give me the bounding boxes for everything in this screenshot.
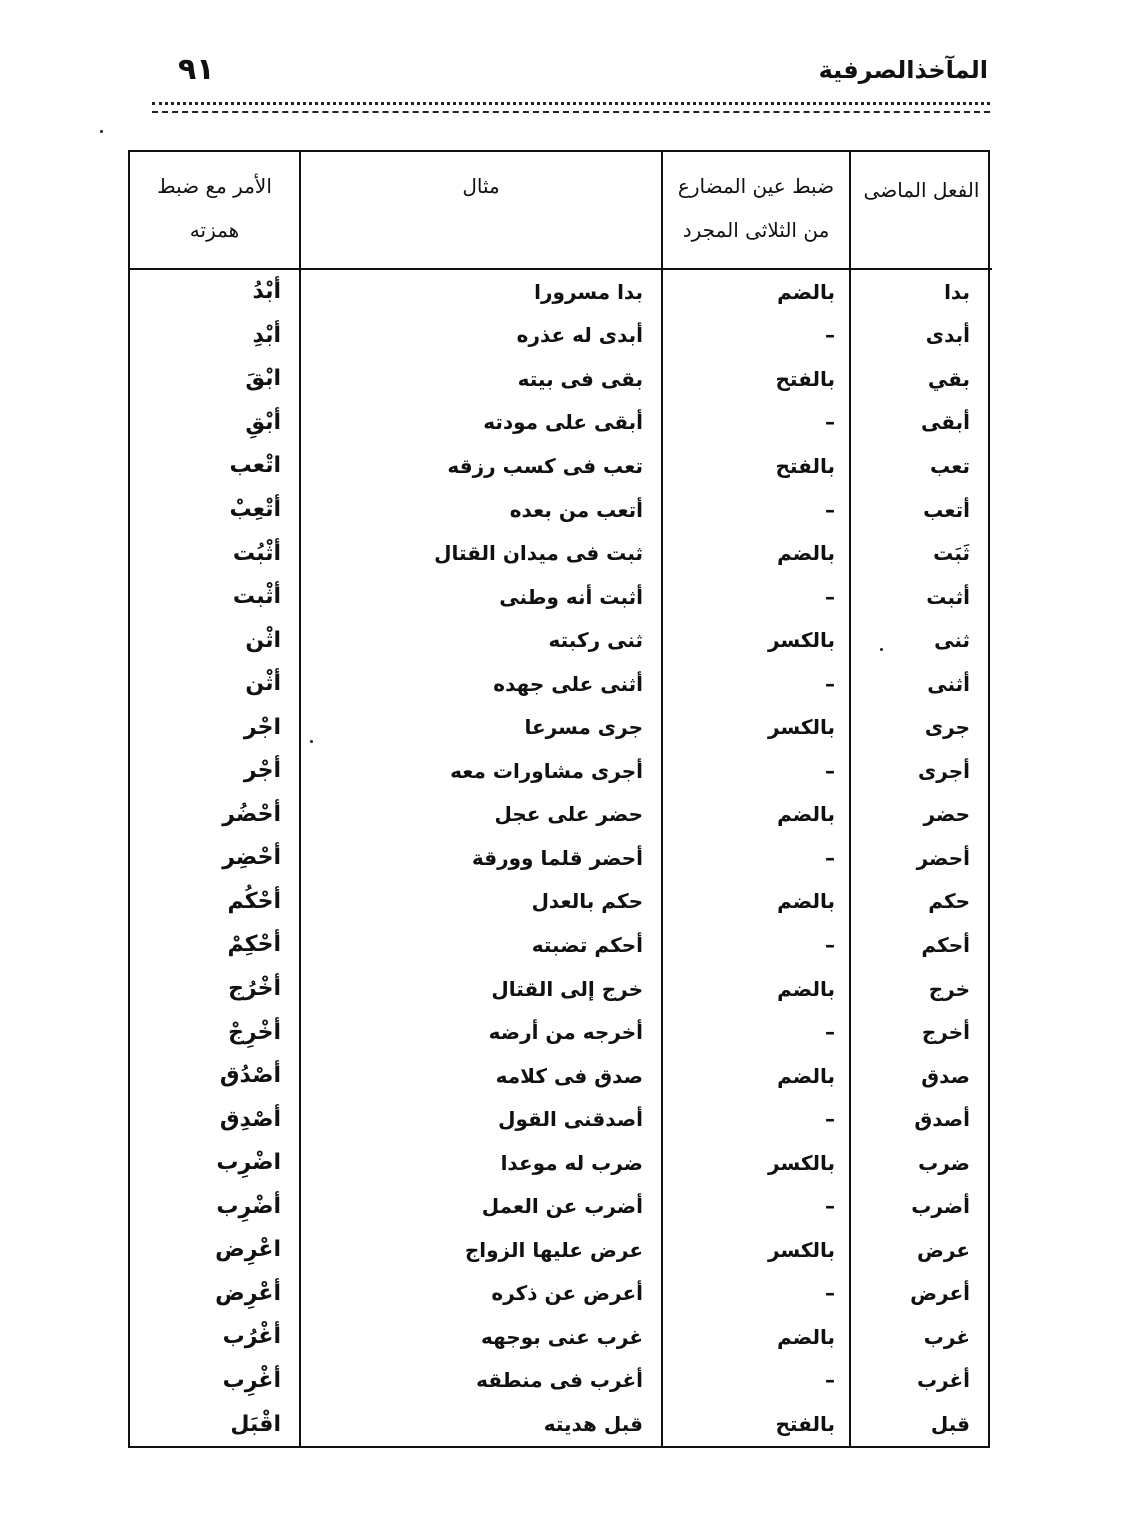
past-cell: بدا — [850, 269, 992, 314]
table-body — [130, 269, 992, 1446]
amr-cell: أخْرُج — [228, 976, 281, 1002]
mudari-cell: – — [662, 1359, 850, 1403]
past-cell: أثنى — [850, 662, 992, 706]
mudari-cell: بالكسر — [662, 705, 850, 749]
past-cell: خرج — [850, 967, 992, 1011]
amr-cell: أحْكُم — [227, 888, 281, 914]
example-cell: أخرجه من أرضه — [300, 1010, 662, 1054]
mudari-cell: بالضم — [662, 531, 850, 575]
example-cell: جرى مسرعا — [300, 705, 662, 749]
amr-cell: اثْن — [245, 627, 281, 653]
past-cell: أثبت — [850, 575, 992, 619]
mudari-cell: بالفتح — [662, 444, 850, 488]
table-row — [130, 1010, 992, 1054]
mudari-cell: بالضم — [662, 1054, 850, 1098]
mudari-cell: بالضم — [662, 967, 850, 1011]
table-row — [130, 401, 992, 445]
scan-speck — [100, 130, 103, 133]
column-header-example: مثال — [300, 152, 662, 269]
table-row — [130, 1272, 992, 1316]
mudari-cell: – — [662, 1272, 850, 1316]
past-cell: أجرى — [850, 749, 992, 793]
example-cell: حكم بالعدل — [300, 880, 662, 924]
example-cell: بقى فى بيته — [300, 357, 662, 401]
amr-cell: أضْرِب — [216, 1193, 281, 1219]
example-cell: أضرب عن العمل — [300, 1184, 662, 1228]
table-row — [130, 1184, 992, 1228]
table-row — [130, 662, 992, 706]
amr-cell: ابْقَ — [245, 366, 281, 392]
amr-cell: أتْعِبْ — [229, 497, 281, 522]
mudari-cell: بالضم — [662, 1315, 850, 1359]
table-row — [130, 444, 992, 488]
verb-table — [128, 150, 990, 1448]
table-row — [130, 314, 992, 358]
amr-cell: اتْعب — [229, 453, 281, 479]
table-row — [130, 880, 992, 924]
example-cell: غرب عنى بوجهه — [300, 1315, 662, 1359]
past-cell: بقي — [850, 357, 992, 401]
example-cell: تعب فى كسب رزقه — [300, 444, 662, 488]
mudari-cell: بالضم — [662, 269, 850, 314]
mudari-cell: – — [662, 401, 850, 445]
past-cell: ثَبَت — [850, 531, 992, 575]
column-header-past: الفعل الماضى — [850, 152, 992, 269]
mudari-cell: بالفتح — [662, 1402, 850, 1446]
amr-cell: أبْقِ — [245, 409, 281, 435]
amr-cell: أخْرِجْ — [228, 1019, 281, 1045]
past-cell: أتعب — [850, 488, 992, 532]
amr-cell: أبْدُ — [252, 279, 281, 305]
table-row — [130, 269, 992, 314]
past-cell: صدق — [850, 1054, 992, 1098]
past-cell: غرب — [850, 1315, 992, 1359]
past-cell: أحكم — [850, 923, 992, 967]
mudari-cell: – — [662, 1184, 850, 1228]
page-number: ٩١ — [178, 52, 215, 87]
mudari-cell: – — [662, 488, 850, 532]
past-cell: حضر — [850, 793, 992, 837]
table-header-row — [130, 152, 992, 269]
mudari-cell: بالكسر — [662, 618, 850, 662]
mudari-cell: – — [662, 1097, 850, 1141]
mudari-cell: – — [662, 923, 850, 967]
header-rule — [152, 102, 990, 113]
past-cell: أبدى — [850, 314, 992, 358]
table-row — [130, 749, 992, 793]
example-cell: ثنى ركبته — [300, 618, 662, 662]
amr-cell: أثْن — [245, 671, 281, 697]
example-cell: أثبت أنه وطنى — [300, 575, 662, 619]
amr-cell: أحْضِر — [222, 845, 281, 871]
past-cell: أحضر — [850, 836, 992, 880]
mudari-cell: – — [662, 662, 850, 706]
mudari-cell: – — [662, 1010, 850, 1054]
table-row — [130, 1054, 992, 1098]
table-row — [130, 1402, 992, 1446]
example-cell: بدا مسرورا — [300, 269, 662, 314]
table-row — [130, 1097, 992, 1141]
amr-cell: أبْدِ — [252, 322, 281, 348]
amr-cell: أجْر — [243, 758, 281, 784]
example-cell: حضر على عجل — [300, 793, 662, 837]
example-cell: قبل هديته — [300, 1402, 662, 1446]
table-row — [130, 1228, 992, 1272]
table-row — [130, 488, 992, 532]
amr-cell: أغْرُب — [222, 1324, 281, 1350]
example-cell: أبقى على مودته — [300, 401, 662, 445]
example-cell: خرج إلى القتال — [300, 967, 662, 1011]
past-cell: أخرج — [850, 1010, 992, 1054]
amr-cell: أعْرِض — [215, 1280, 281, 1306]
example-cell: أعرض عن ذكره — [300, 1272, 662, 1316]
mudari-cell: بالضم — [662, 880, 850, 924]
example-cell: ثبت فى ميدان القتال — [300, 531, 662, 575]
example-cell: أحكم تضبته — [300, 923, 662, 967]
table-row — [130, 1315, 992, 1359]
amr-cell: اقْبَل — [230, 1411, 281, 1437]
column-header-mudari: ضبط عين المضارع من الثلاثى المجرد — [662, 152, 850, 269]
mudari-cell: – — [662, 314, 850, 358]
example-cell: أغرب فى منطقه — [300, 1359, 662, 1403]
mudari-cell: بالكسر — [662, 1141, 850, 1185]
table-row — [130, 357, 992, 401]
amr-cell: أصْدُق — [219, 1063, 281, 1089]
example-cell: أثنى على جهده — [300, 662, 662, 706]
mudari-cell: بالضم — [662, 793, 850, 837]
table-row — [130, 575, 992, 619]
amr-cell: اضْرِب — [216, 1150, 281, 1176]
table-row — [130, 531, 992, 575]
example-cell: أصدقنى القول — [300, 1097, 662, 1141]
amr-cell: أثْبت — [232, 584, 281, 610]
example-cell: صدق فى كلامه — [300, 1054, 662, 1098]
table-row — [130, 793, 992, 837]
amr-cell: أثْبُت — [232, 540, 281, 566]
past-cell: ثنى — [850, 618, 992, 662]
example-cell: عرض عليها الزواج — [300, 1228, 662, 1272]
example-cell: أجرى مشاورات معه — [300, 749, 662, 793]
amr-cell: اعْرِض — [215, 1237, 281, 1263]
past-cell: أصدق — [850, 1097, 992, 1141]
mudari-cell: – — [662, 749, 850, 793]
past-cell: تعب — [850, 444, 992, 488]
table-row — [130, 1359, 992, 1403]
amr-cell: أصْدِق — [219, 1106, 281, 1132]
column-header-amr: الأمر مع ضبط همزته — [130, 152, 300, 269]
amr-cell: اجْر — [243, 714, 281, 740]
example-cell: أحضر قلما وورقة — [300, 836, 662, 880]
past-cell: أعرض — [850, 1272, 992, 1316]
mudari-cell: بالفتح — [662, 357, 850, 401]
table-row — [130, 836, 992, 880]
example-cell: أبدى له عذره — [300, 314, 662, 358]
table-row — [130, 923, 992, 967]
table-row — [130, 618, 992, 662]
mudari-cell: – — [662, 836, 850, 880]
table-row — [130, 1141, 992, 1185]
past-cell: أبقى — [850, 401, 992, 445]
amr-cell: أحْضُر — [222, 801, 281, 827]
past-cell: ضرب — [850, 1141, 992, 1185]
mudari-cell: بالكسر — [662, 1228, 850, 1272]
past-cell: حكم — [850, 880, 992, 924]
example-cell: أتعب من بعده — [300, 488, 662, 532]
example-cell: ضرب له موعدا — [300, 1141, 662, 1185]
amr-cell: أحْكِمْ — [227, 932, 281, 958]
amr-cell: أغْرِب — [222, 1367, 281, 1393]
past-cell: قبل — [850, 1402, 992, 1446]
past-cell: عرض — [850, 1228, 992, 1272]
table-row — [130, 705, 992, 749]
past-cell: أغرب — [850, 1359, 992, 1403]
past-cell: جرى — [850, 705, 992, 749]
past-cell: أضرب — [850, 1184, 992, 1228]
table-row — [130, 967, 992, 1011]
mudari-cell: – — [662, 575, 850, 619]
running-head: المآخذالصرفية — [818, 56, 988, 84]
